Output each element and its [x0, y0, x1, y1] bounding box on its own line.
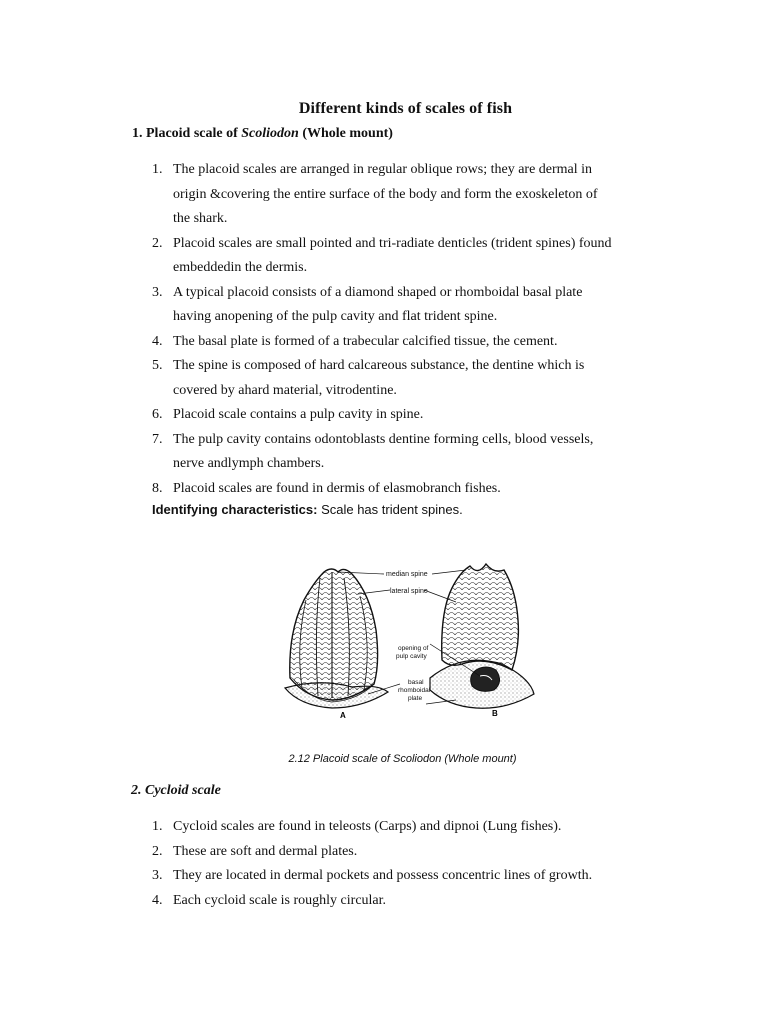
- figure-label-a: A: [340, 711, 346, 720]
- label-basal-3: plate: [408, 695, 423, 702]
- list-item-line: The pulp cavity contains odontoblasts dentine forming cells, blood vessels,: [173, 431, 594, 447]
- list-item: [152, 158, 612, 232]
- list-item-number: 5.: [152, 358, 163, 373]
- label-median-spine: median spine: [386, 571, 428, 578]
- list-item-line: The placoid scales are arranged in regular oblique rows; they are dermal in: [173, 162, 593, 177]
- list-item-line: Placoid scales are small pointed and tri-radiate denticles (trident spines) found: [173, 235, 612, 251]
- placoid-list: [152, 158, 612, 501]
- list-item-number: 2.: [152, 235, 163, 251]
- list-item-line: The basal plate is formed of a trabecular calcified tissue, the cement.: [173, 333, 558, 349]
- list-item-number: 6.: [152, 407, 163, 422]
- document-title: Different kinds of scales of fish: [298, 100, 513, 117]
- list-item-line: having anopening of the pulp cavity and flat trident spine.: [173, 309, 498, 324]
- list-item-line: embeddedin the dermis.: [173, 260, 308, 275]
- list-item-line: the shark.: [173, 211, 228, 226]
- figure-caption: 2.12 Placoid scale of Scoliodon (Whole mount): [288, 753, 517, 765]
- list-item-number: 1.: [152, 162, 163, 177]
- list-item: [152, 354, 612, 403]
- list-item-number: 7.: [152, 431, 163, 447]
- scale-b-drawing: [430, 564, 534, 708]
- section-heading-placoid: 1. Placoid scale of Scoliodon (Whole mount): [132, 126, 393, 141]
- list-item-line: origin &covering the entire surface of the body and form the exoskeleton of: [173, 186, 598, 202]
- list-item-line: Each cycloid scale is roughly circular.: [173, 892, 387, 908]
- label-opening-1: opening of: [398, 645, 429, 652]
- list-item-number: 8.: [152, 480, 163, 496]
- section-heading-cycloid: 2. Cycloid scale: [131, 783, 221, 798]
- label-opening-2: pulp cavity: [396, 653, 427, 660]
- list-item-number: 2.: [152, 843, 163, 859]
- list-item: [152, 815, 612, 840]
- placoid-scale-figure: [280, 560, 536, 728]
- identifying-characteristics: Identifying characteristics: Scale has trident spines.: [152, 502, 463, 517]
- list-item-line: Placoid scale contains a pulp cavity in spine.: [173, 407, 424, 422]
- scale-a-drawing: [285, 569, 388, 708]
- list-item: [152, 403, 612, 428]
- list-item-line: They are located in dermal pockets and possess concentric lines of growth.: [173, 868, 593, 883]
- list-item-number: 1.: [152, 819, 163, 834]
- label-lateral-spine: lateral spine: [390, 588, 428, 595]
- list-item: [152, 889, 612, 914]
- list-item-line: Cycloid scales are found in teleosts (Carps) and dipnoi (Lung fishes).: [173, 819, 562, 834]
- list-item-line: covered by ahard material, vitrodentine.: [173, 382, 397, 398]
- list-item: [152, 281, 612, 330]
- list-item-number: 4.: [152, 892, 163, 908]
- list-item-line: These are soft and dermal plates.: [173, 843, 358, 859]
- list-item-line: A typical placoid consists of a diamond shaped or rhomboidal basal plate: [173, 284, 583, 300]
- list-item: [152, 232, 612, 281]
- list-item-number: 4.: [152, 333, 163, 349]
- list-item: [152, 840, 612, 865]
- list-item: [152, 864, 612, 889]
- list-item-number: 3.: [152, 284, 163, 300]
- cycloid-list: [152, 815, 612, 913]
- list-item-line: Placoid scales are found in dermis of elasmobranch fishes.: [173, 480, 501, 496]
- list-item-number: 3.: [152, 868, 163, 883]
- list-item: [152, 477, 612, 502]
- list-item-line: nerve andlymph chambers.: [173, 456, 325, 471]
- figure-label-b: B: [492, 709, 498, 718]
- label-basal-1: basal: [408, 679, 424, 686]
- placoid-scale-illustration: [280, 560, 536, 728]
- label-basal-2: rhomboidal: [398, 687, 431, 694]
- list-item: [152, 428, 612, 477]
- list-item: [152, 330, 612, 355]
- list-item-line: The spine is composed of hard calcareous substance, the dentine which is: [173, 358, 585, 373]
